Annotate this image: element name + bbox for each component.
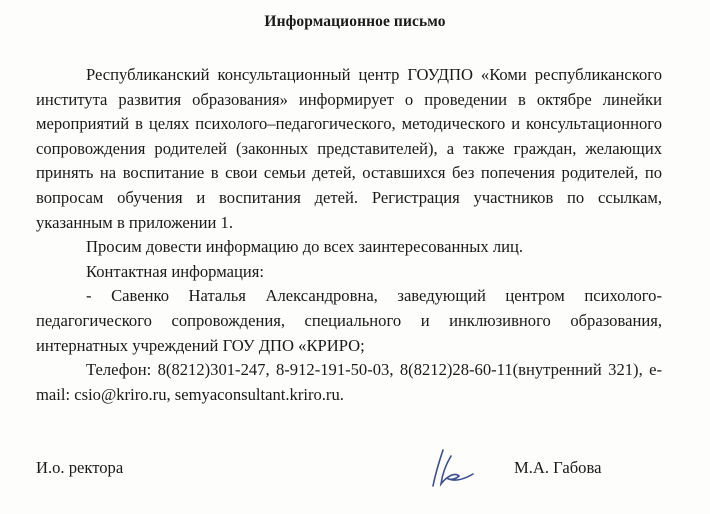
handwritten-signature-icon [429, 446, 477, 490]
paragraph-phone-email: Телефон: 8(8212)301-247, 8-912-191-50-03, 8(8212)28-60-11(внутренний 321), e-mail: csio@kriro.ru, semyaconsultant.kriro.ru. [36, 360, 662, 404]
paragraph-contact-person: - Савенко Наталья Александровна, заведующий центром психолого-педагогического сопровождения, специального и инклюзивного образования, интернатных учреждений ГОУ ДПО «КРИРО; [36, 286, 662, 355]
document-title: Информационное письмо [264, 13, 446, 30]
signer-position: И.о. ректора [36, 458, 124, 477]
paragraph-request: Просим довести информацию до всех заинтересованных лиц. [86, 237, 524, 257]
paragraph-announcement: Республиканский консультационный центр ГОУДПО «Коми республиканского института развития образования» информирует о проведении в октябре линейки мероприятий в целях психолого–педагогического, методического и консультационного сопровождения родителей (законных представителей), а также граждан, желающих принять на воспитание в свои семьи детей, оставшихся без попечения родителей, по вопросам обучения и воспитания детей. Регистрация участников по ссылкам, указанным в приложении 1. [36, 65, 662, 232]
paragraph-contact-heading: Контактная информация: [86, 261, 264, 281]
signature-block [36, 456, 662, 496]
signer-name: М.А. Габова [514, 458, 602, 477]
letter-body [36, 63, 662, 407]
